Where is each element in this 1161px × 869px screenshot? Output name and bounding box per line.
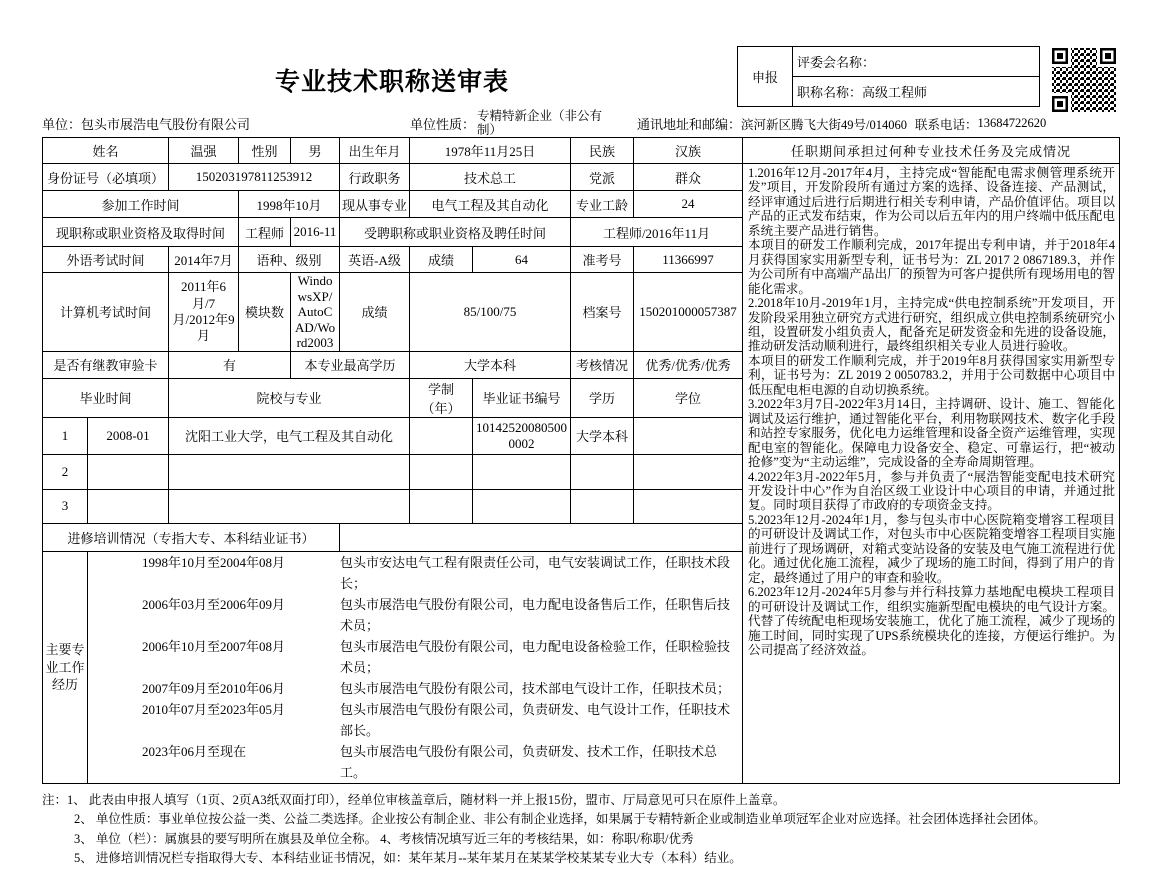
id-number-label: 身份证号（必填项）: [43, 164, 169, 191]
edu-row-school: 沈阳工业大学，电气工程及其自动化: [169, 417, 410, 454]
work-desc: 包头市安达电气工程有限责任公司，电气安装调试工作，任职技术段长；: [340, 554, 731, 591]
work-period: 2023年06月至现在: [142, 743, 247, 759]
computer-score-value: 85/100/75: [410, 273, 571, 352]
unit-nature-value: 专精特新企业（非公有制）: [477, 108, 603, 137]
edu-row-degree: [634, 454, 743, 489]
work-start-value: 1998年10月: [239, 191, 340, 218]
hired-title-label: 受聘职称或职业资格及聘任时间: [340, 218, 571, 247]
duties-paragraph: 2.2018年10月-2019年1月，主持完成“供电控制系统”开发项目，开发阶段采用独立研究方式进行研究，组织成立供电控制系统研究小组，设置研发小组负责人，配备充足研发资金和先进的设备设施，推动研发活动顺利进行，最终组织相关专业人员进行验收。: [748, 296, 1115, 354]
assessment-value: 优秀/优秀/优秀: [634, 351, 743, 378]
work-history-line: [142, 699, 740, 741]
work-history-line: [142, 552, 740, 594]
duties-paragraph: 1.2016年12月-2017年4月，主持完成“智能配电需求侧管理系统开发”项目，开发阶段所有通过方案的选择、设备连接、产品测试，经评审通过后进行后期进行相关专利申请，产品价值评估。项目以产品的正式发布结束，作为公司以后五年内的用户终端中低压配电系统主要产品进行销售。: [748, 166, 1115, 238]
education-header: 学历: [571, 378, 634, 417]
current-major-label: 现从事专业: [340, 191, 410, 218]
unit-value: 包头市展浩电气股份有限公司: [81, 117, 251, 132]
work-desc: 包头市展浩电气股份有限公司，负责研发、技术工作，任职技术总工。: [340, 743, 718, 780]
edu-row-years: [410, 417, 473, 454]
edu-row-index: 1: [43, 417, 88, 454]
party-value: 群众: [634, 164, 743, 191]
birth-label: 出生年月: [340, 138, 410, 164]
highest-degree-value: 大学本科: [410, 351, 571, 378]
duties-header: 任职期间承担过何种专业技术任务及完成情况: [743, 138, 1119, 164]
work-history-line: [142, 741, 740, 783]
committee-name-row: [793, 47, 1040, 77]
foreign-score-label: 成绩: [410, 247, 473, 273]
module-list-value: WindowsXP/AutoCAD/Word2003: [291, 273, 340, 352]
qr-code-icon: [1048, 47, 1120, 113]
edu-row-years: [410, 489, 473, 523]
archive-number-value: 150201000057387: [634, 273, 743, 352]
note-line: 2、 单位性质：事业单位按公益一类、公益二类选择。企业按公有制企业、非公有制企业选择，如果属于专精特新企业或制造业单项冠军企业对应选择。社会团体选择社会团体。: [74, 812, 1046, 827]
id-number-value: 150203197811253912: [169, 164, 340, 191]
exam-number-value: 11366997: [634, 247, 743, 273]
unit-nature-label: 单位性质：: [410, 117, 476, 132]
name-value: 温强: [169, 138, 239, 164]
current-title-date: 2016-11: [291, 218, 340, 247]
main-table: [42, 137, 743, 784]
computer-exam-value: 2011年6月/7月/2012年9月: [169, 273, 239, 352]
edu-row-education: 大学本科: [571, 417, 634, 454]
unit-field: [42, 114, 410, 133]
work-desc: 包头市展浩电气股份有限公司，电力配电设备检验工作，任职检验技术员；: [340, 638, 731, 675]
unit-info-line: [42, 110, 1120, 137]
foreign-score-value: 64: [473, 247, 571, 273]
duties-paragraph: 6.2023年12月-2024年5月参与并行科技算力基地配电模块工程项目的可研设计及调试工作，组织实施新型配电模块的电气设计方案。代替了传统配电柜现场安装施工，优化了施工流程，减少了现场的施工时间，同时实现了UPS系统模块化的连接，方便运行维护。为公司提高了经济效益。: [748, 585, 1115, 657]
language-level-label: 语种、级别: [239, 247, 340, 273]
edu-row-date: 2008-01: [88, 417, 169, 454]
graduation-time-header: 毕业时间: [43, 378, 169, 417]
edu-row-education: [571, 489, 634, 523]
duties-paragraph: 3.2022年3月7日-2022年3月14日，主持调研、设计、施工、智能化调试及运行维护，通过智能化平台，利用物联网技术、数字化手段和站控专家服务，优化电力运维管理和设备全资产运维管理，实现配电室的智能化。保障电力设备安全、稳定、可靠运行，把“被动抢修”变为“主动运维”，完成设备的全寿命周期管理。: [748, 397, 1115, 470]
work-history-line: [142, 636, 740, 678]
current-title-value: 工程师: [239, 218, 291, 247]
phone-value: 13684722620: [977, 116, 1047, 130]
duties-body: [743, 164, 1119, 783]
title-name-value: 高级工程师: [862, 85, 928, 100]
language-level-value: 英语-A级: [340, 247, 410, 273]
title-name-row: [793, 77, 1040, 107]
edu-row-degree: [634, 489, 743, 523]
duties-paragraph: 5.2023年12月-2024年1月，参与包头市中心医院箱变增容工程项目的可研设计及调试工作，对包头市中心医院箱变增容工程项目实施前进行了现场调研，对箱式变站设备的安装及电气施工流程进行优化。通过优化施工流程，减少了现场的施工时间，得到了用户的肯定，最终通过了用户的审查和验收。: [748, 512, 1115, 585]
seniority-label: 专业工龄: [571, 191, 634, 218]
module-count-label: 模块数: [239, 273, 291, 352]
exam-number-label: 准考号: [571, 247, 634, 273]
phone-label: 联系电话：: [915, 117, 978, 132]
seniority-value: 24: [634, 191, 743, 218]
header: [42, 0, 1120, 110]
continuing-edu-card-value: 有: [169, 351, 291, 378]
address-label: 通讯地址和邮编：: [637, 117, 742, 132]
ethnicity-value: 汉族: [634, 138, 743, 164]
work-history-label: 主要专业工作经历: [43, 551, 88, 783]
note-line: 3、 单位（栏）：属旗县的要写明所在旗县及单位全称。 4、考核情况填写近三年的考核结果，如：称职/称职/优秀: [74, 831, 694, 846]
duties-paragraph: 4.2022年3月-2022年5月，参与并负责了“展浩智能变配电技术研究开发设计中心”作为自治区级工业设计中心项目的申请，并通过批复。同时项目获得了市政府的专项资金支持。: [748, 469, 1115, 513]
work-period: 2006年03月至2006年09月: [142, 596, 286, 612]
note-line: 5、 进修培训情况栏专指取得大专、本科结业证书情况，如：某年某月--某年某月在某某学校某某专业大专（本科）结业。: [74, 851, 742, 866]
certificate-number-header: 毕业证书编号: [473, 378, 571, 417]
declare-box: [737, 46, 1120, 113]
edu-row-school: [169, 489, 410, 523]
school-major-header: 院校与专业: [169, 378, 410, 417]
training-label: 进修培训情况（专指大专、本科结业证书）: [43, 523, 340, 551]
party-label: 党派: [571, 164, 634, 191]
archive-number-label: 档案号: [571, 273, 634, 352]
admin-position-label: 行政职务: [340, 164, 410, 191]
training-value: [340, 523, 743, 551]
footer-notes: [42, 791, 1120, 869]
duties-column: [743, 137, 1120, 784]
edu-row-index: 2: [43, 454, 88, 489]
declare-label: 申报: [738, 47, 793, 107]
computer-exam-label: 计算机考试时间: [43, 273, 169, 352]
current-title-label: 现职称或职业资格及取得时间: [43, 218, 239, 247]
work-period: 2010年07月至2023年05月: [142, 701, 286, 717]
edu-row-years: [410, 454, 473, 489]
gender-value: 男: [291, 138, 340, 164]
edu-row-date: [88, 454, 169, 489]
admin-position-value: 技术总工: [410, 164, 571, 191]
highest-degree-label: 本专业最高学历: [291, 351, 410, 378]
degree-header: 学位: [634, 378, 743, 417]
edu-row-school: [169, 454, 410, 489]
qr-finder-top-left: [1051, 47, 1071, 67]
work-period: 2006年10月至2007年08月: [142, 638, 286, 654]
continuing-edu-card-label: 是否有继教审验卡: [43, 351, 169, 378]
ethnicity-label: 民族: [571, 138, 634, 164]
edu-row-degree: [634, 417, 743, 454]
edu-row-education: [571, 454, 634, 489]
birth-value: 1978年11月25日: [410, 138, 571, 164]
work-history-content: [88, 551, 743, 783]
gender-label: 性别: [239, 138, 291, 164]
work-history-line: [142, 678, 740, 699]
work-desc: 包头市展浩电气股份有限公司，负责研发、电气设计工作，任职技术部长。: [340, 701, 731, 738]
edu-row-certificate: [473, 454, 571, 489]
duties-paragraph: 本项目的研发工作顺利完成，并于2019年8月获得国家实用新型专利，证书号为：ZL 2019 2 0050783.2，并用于公司数据中心项目中低压配电柜电源的自动切换系统。: [748, 353, 1115, 397]
address-value: 滨河新区腾飞大街49号/014060: [741, 117, 908, 132]
page-title: 专业技术职称送审表: [274, 69, 509, 96]
current-major-value: 电气工程及其自动化: [410, 191, 571, 218]
name-label: 姓名: [43, 138, 169, 164]
work-desc: 包头市展浩电气股份有限公司，技术部电气设计工作，任职技术员；: [340, 680, 731, 696]
foreign-exam-value: 2014年7月: [169, 247, 239, 273]
edu-row-date: [88, 489, 169, 523]
foreign-exam-label: 外语考试时间: [43, 247, 169, 273]
title-name-label: 职称名称：: [797, 85, 863, 100]
study-years-header: 学制（年）: [410, 378, 473, 417]
hired-title-value: 工程师/2016年11月: [571, 218, 743, 247]
duties-paragraph: 本项目的研发工作顺利完成，2017年提出专利申请，并于2018年4月获得国家实用新型专利，证书号为：ZL 2017 2 0867189.3，并作为公司所有中高端产品出厂的预智为可客户提供所有现场用电的智能化需求。: [748, 238, 1115, 296]
work-period: 1998年10月至2004年08月: [142, 554, 286, 570]
declare-table: [737, 46, 1040, 107]
work-history-line: [142, 594, 740, 636]
note-line: 注：1、 此表由申报人填写（1页、2页A3纸双面打印），经单位审核盖章后，随材料一并上报15份，盟市、厅局意见可只在原件上盖章。: [42, 792, 786, 807]
work-start-label: 参加工作时间: [43, 191, 239, 218]
edu-row-index: 3: [43, 489, 88, 523]
qr-finder-bottom-left: [1051, 93, 1071, 113]
committee-name-label: 评委会名称：: [797, 55, 876, 70]
work-desc: 包头市展浩电气股份有限公司，电力配电设备售后工作，任职售后技术员；: [340, 596, 731, 633]
work-period: 2007年09月至2010年06月: [142, 680, 286, 696]
edu-row-certificate: [473, 489, 571, 523]
unit-label: 单位：: [42, 117, 82, 132]
edu-row-certificate: 101425200805000002: [473, 417, 571, 454]
main-area: [42, 137, 1120, 784]
assessment-label: 考核情况: [571, 351, 634, 378]
computer-score-label: 成绩: [340, 273, 410, 352]
qr-finder-top-right: [1097, 47, 1117, 67]
